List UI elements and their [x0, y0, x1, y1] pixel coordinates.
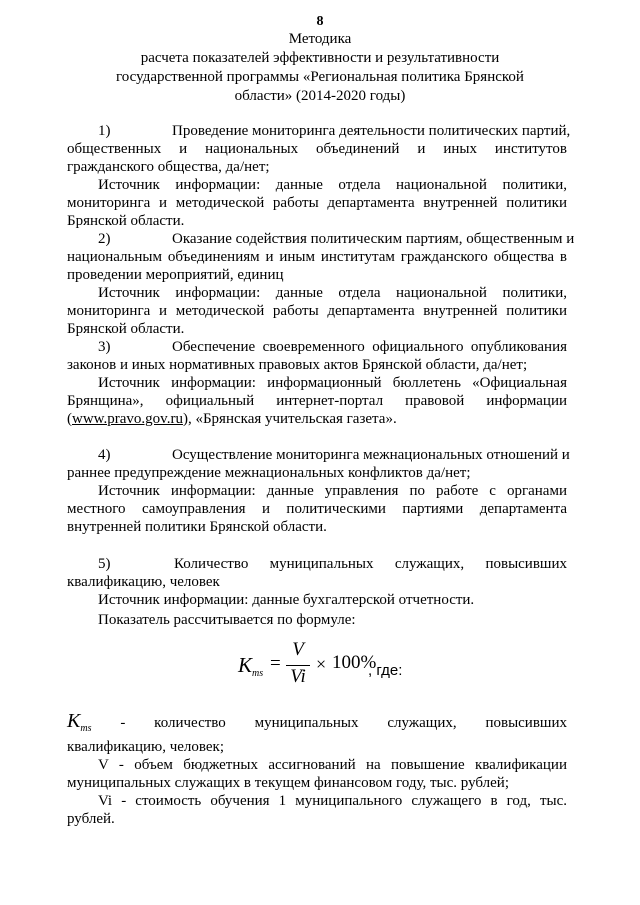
formula-suffix: , где: — [368, 662, 403, 679]
item-number: 5) — [98, 556, 111, 572]
formula-equals: = — [270, 653, 281, 674]
item-line: 1) Проведение мониторинга деятельности политических партий, — [98, 123, 571, 139]
source-line: Источник информации: данные управления по работе с органами — [98, 483, 567, 499]
source-line: внутренней политики Брянской области. — [67, 519, 327, 535]
formula — [238, 638, 418, 694]
item-line: гражданского общества, да/нет; — [67, 159, 270, 175]
item-line: законов и иных нормативных правовых актов Брянской области, да/нет; — [67, 357, 528, 373]
indicator-item-1 — [67, 122, 571, 230]
item-number: 4) — [98, 447, 111, 463]
indicator-item-3 — [67, 338, 567, 428]
definition-line: квалификацию, человек; — [67, 739, 224, 755]
source-line: Брянщина», официальный интернет-портал правовой информации — [67, 393, 567, 409]
source-line: Источник информации: информационный бюллетень «Официальная — [98, 375, 567, 391]
formula-definitions — [67, 712, 567, 828]
item-line: 5) Количество муниципальных служащих, повысивших — [98, 556, 567, 572]
indicator-item-4 — [67, 446, 570, 536]
title-line: области» (2014-2020 годы) — [234, 88, 406, 104]
item-line: 2) Оказание содействия политическим партиям, общественным и — [98, 231, 575, 247]
item-line: проведении мероприятий, единиц — [67, 267, 284, 283]
definition-line: муниципальных служащих в текущем финансовом году, тыс. рублей; — [67, 775, 509, 791]
kms-symbol: $K_{ms}$ — [67, 710, 92, 734]
formula-numerator: V — [292, 639, 304, 660]
formula-intro: Показатель рассчитывается по формуле: — [98, 612, 356, 628]
definition-line: Vi - стоимость обучения 1 муниципального служащего в год, тыс. — [98, 793, 567, 809]
item-line: 4) Осуществление мониторинга межнациональных отношений и — [98, 447, 570, 463]
formula-percent: 100% — [332, 652, 377, 673]
source-line: Источник информации: данные отдела национальной политики, — [98, 177, 567, 193]
item-line: 3) Обеспечение своевременного официального опубликования — [98, 339, 567, 355]
title-line: расчета показателей эффективности и результативности — [140, 50, 500, 66]
definition-line: V - объем бюджетных ассигнований на повышение квалификации — [98, 757, 567, 773]
item-line: раннее предупреждение межнациональных конфликтов да/нет; — [67, 465, 471, 481]
source-line: Источник информации: данные бухгалтерской отчетности. — [98, 592, 475, 608]
title-line: Методика — [288, 31, 352, 47]
pravo-link[interactable]: www.pravo.gov.ru — [72, 411, 183, 427]
source-line: (www.pravo.gov.ru), «Брянская учительская газета». — [67, 411, 397, 427]
item-line: квалификацию, человек — [67, 574, 220, 590]
source-line: мониторинга и методической работы департамента внутренней политики — [67, 195, 567, 211]
source-line: Брянской области. — [67, 321, 185, 337]
indicator-item-5 — [67, 555, 567, 629]
item-number: 2) — [98, 231, 111, 247]
formula-times: × — [316, 654, 327, 674]
item-number: 3) — [98, 339, 111, 355]
formula-kms: $K_{ms}$ — [238, 653, 264, 679]
item-number: 1) — [98, 123, 111, 139]
formula-denominator: Vi — [290, 666, 306, 687]
page-number: 8 — [316, 14, 324, 29]
item-line: общественных и национальных объединений и иных институтов — [67, 141, 567, 157]
definition-line: рублей. — [67, 811, 115, 827]
source-line: Источник информации: данные отдела национальной политики, — [98, 285, 567, 301]
item-line: национальным объединениям и иным институтам гражданского общества в — [67, 249, 567, 265]
title-line: государственной программы «Региональная политика Брянской — [116, 69, 524, 85]
source-line: местного самоуправления и политическими партиями департамента — [67, 501, 567, 517]
indicator-item-2 — [67, 230, 575, 338]
definition-kms-line: $K_{ms}$ - количество муниципальных служащих, повысивших — [67, 710, 567, 734]
source-line: Брянской области. — [67, 213, 185, 229]
source-line: мониторинга и методической работы департамента внутренней политики — [67, 303, 567, 319]
